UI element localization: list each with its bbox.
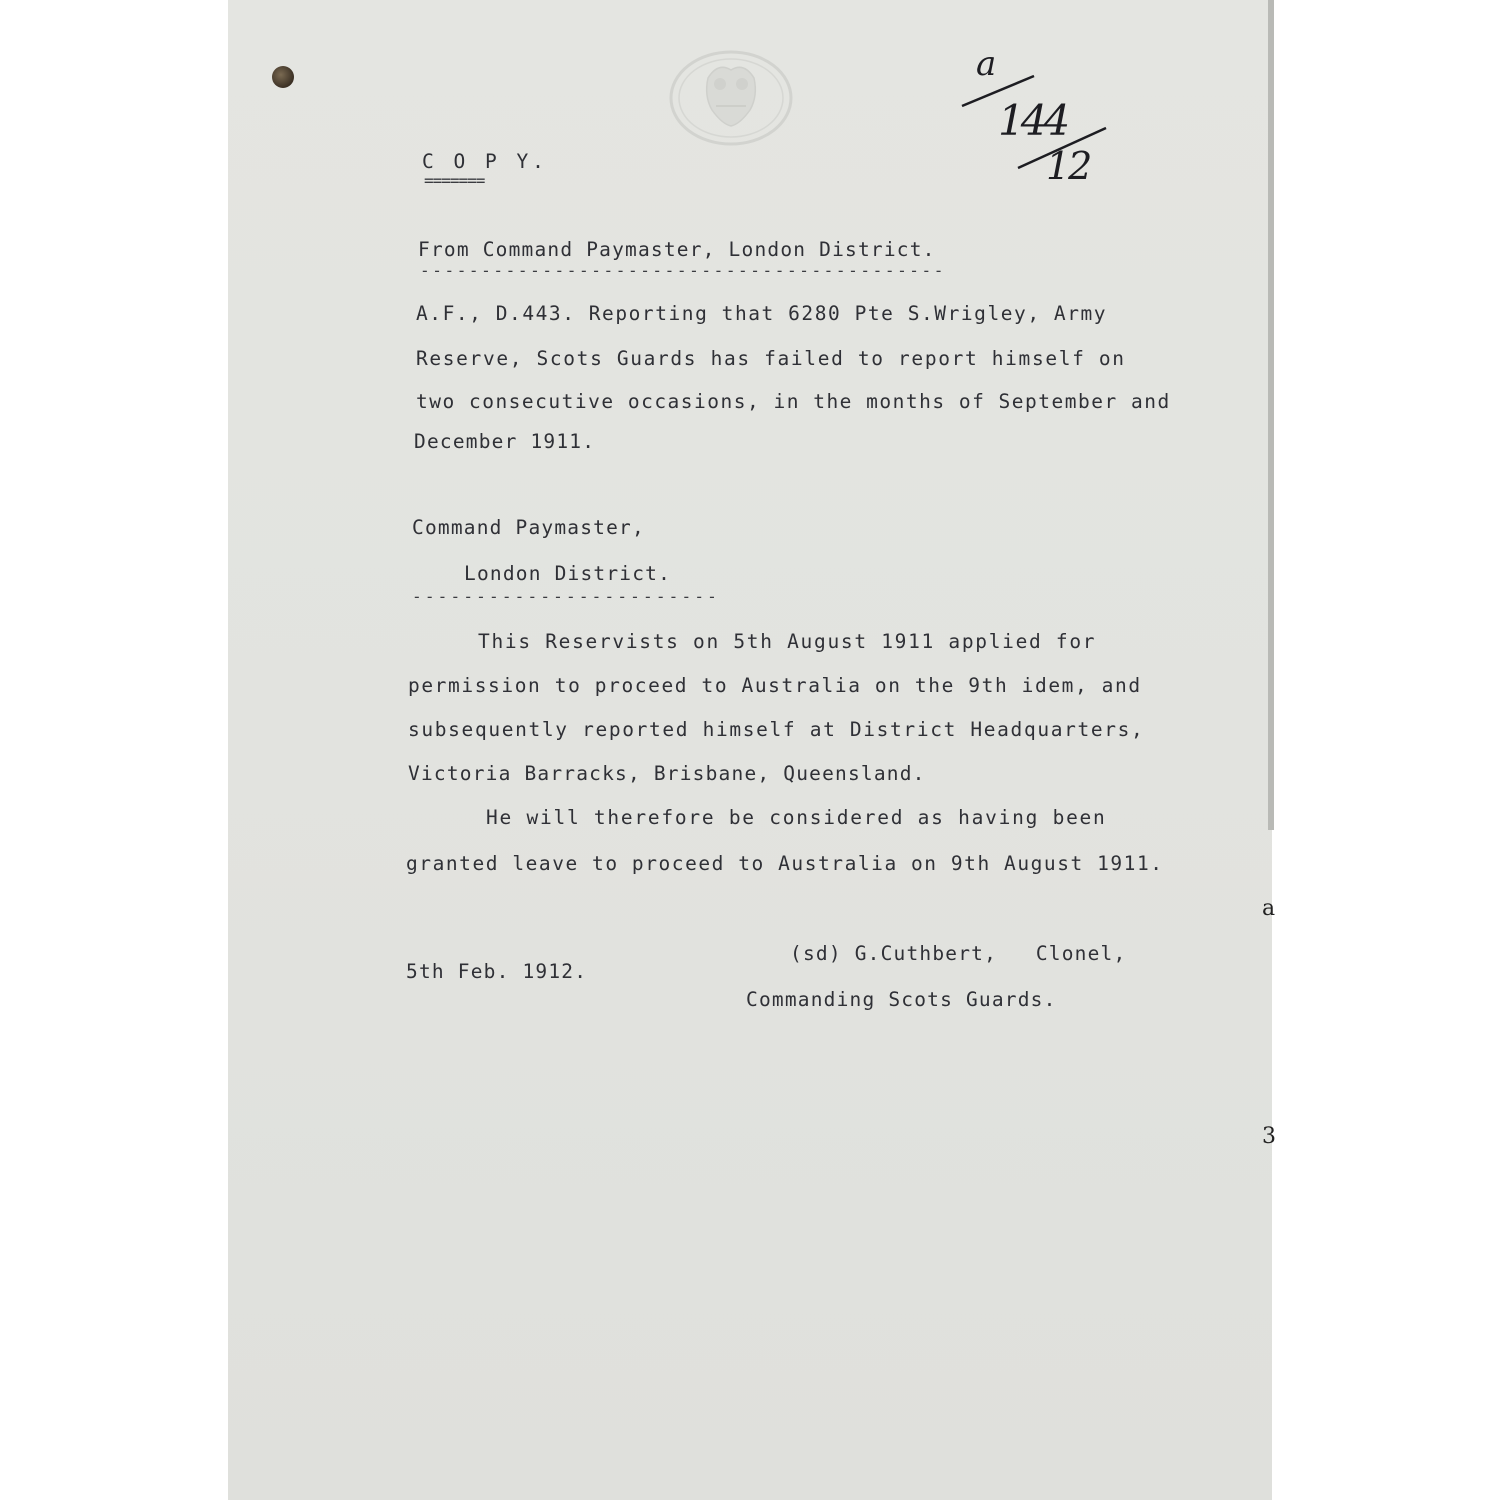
body-line-4: Victoria Barracks, Brisbane, Queensland.	[408, 762, 926, 785]
signature-line-2: Commanding Scots Guards.	[746, 988, 1057, 1011]
document-page	[228, 0, 1272, 1500]
body-line-3: subsequently reported himself at District Headquarters,	[408, 718, 1145, 741]
signature-line-1: (sd) G.Cuthbert, Clonel,	[790, 942, 1127, 965]
margin-mark-2: 3	[1262, 1124, 1276, 1149]
margin-mark-1: a	[1262, 896, 1276, 921]
copy-heading: C O P Y.	[422, 150, 548, 173]
address-line-1: Command Paymaster,	[412, 516, 645, 539]
body-line-6: granted leave to proceed to Australia on 9th August 1911.	[406, 852, 1164, 875]
body-line-2: permission to proceed to Australia on the 9th idem, and	[408, 674, 1142, 697]
from-line-underline: -------------------------------------------	[420, 261, 947, 280]
report-line-1: A.F., D.443. Reporting that 6280 Pte S.Wrigley, Army	[416, 302, 1108, 325]
report-line-4: December 1911.	[414, 430, 596, 453]
reference-sub-number: 12	[1046, 144, 1091, 188]
report-line-3: two consecutive occasions, in the months of September and	[416, 390, 1171, 413]
body-line-1: This Reservists on 5th August 1911 applied for	[478, 630, 1097, 653]
address-line-2: London District.	[464, 562, 672, 585]
reference-letter: a	[976, 44, 997, 84]
report-line-2: Reserve, Scots Guards has failed to report himself on	[416, 347, 1126, 370]
address-underline: ------------------------	[412, 587, 720, 606]
body-line-5: He will therefore be considered as having been	[486, 806, 1107, 829]
from-line: From Command Paymaster, London District.	[418, 238, 936, 261]
punch-hole	[272, 66, 294, 88]
page-edge	[1268, 0, 1274, 830]
royal-coat-of-arms-emboss-icon	[668, 48, 794, 148]
letter-date: 5th Feb. 1912.	[406, 960, 588, 983]
copy-heading-underline: =======	[424, 171, 485, 190]
reference-main-number: 144	[998, 96, 1067, 145]
